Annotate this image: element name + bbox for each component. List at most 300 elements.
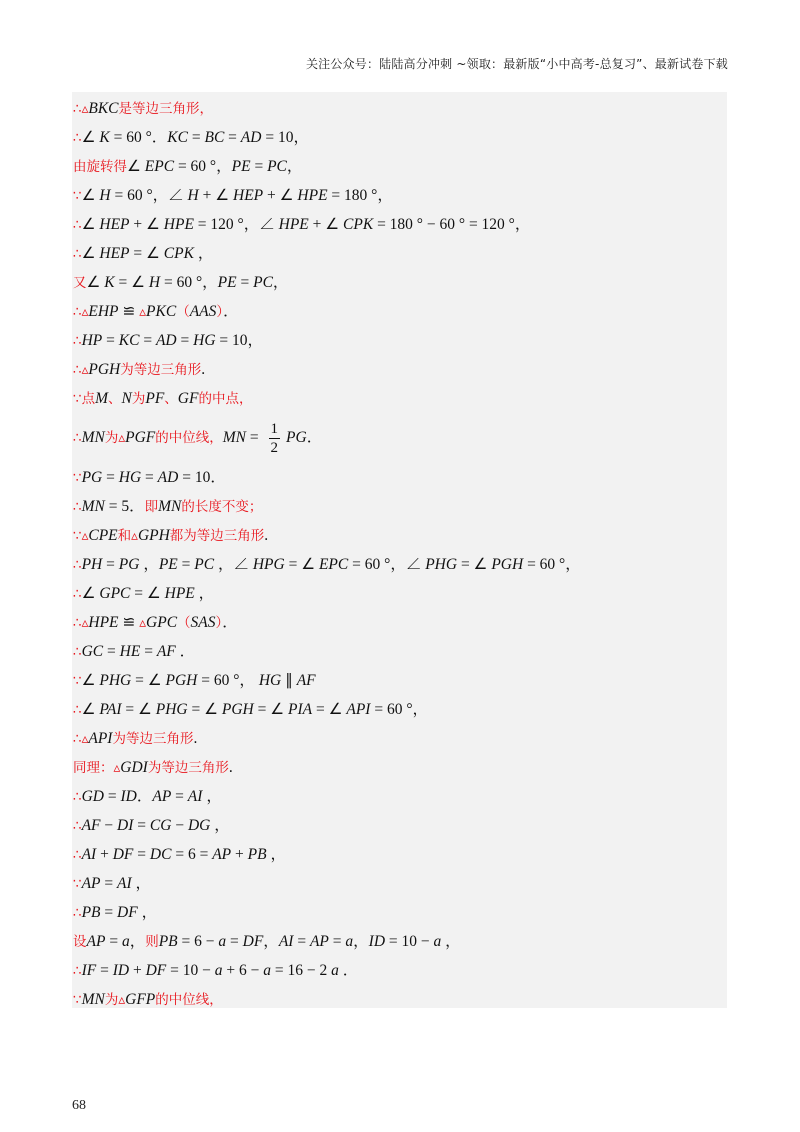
math-text: ． <box>223 303 239 320</box>
fraction-denominator: 2 <box>270 439 279 456</box>
math-text: = 60 °，∠ <box>348 556 426 573</box>
red-text: ▵ <box>81 615 89 631</box>
math-variable: PC <box>194 556 215 573</box>
red-text: ∵ <box>73 528 82 544</box>
math-text: = <box>226 933 243 950</box>
math-variable: MN <box>81 498 105 515</box>
math-text: ， <box>137 904 158 921</box>
solution-line <box>72 753 727 782</box>
math-variable: HG <box>193 332 216 349</box>
math-text: − <box>171 817 188 834</box>
red-text: 即 <box>144 499 159 515</box>
math-text: ， <box>139 556 159 573</box>
math-variable: GF <box>177 390 199 407</box>
math-text: ， <box>263 933 279 950</box>
solution-line <box>72 956 727 985</box>
solution-line <box>72 521 727 550</box>
math-text: = <box>236 274 254 291</box>
math-variable: PE <box>217 274 237 291</box>
solution-line <box>72 152 727 181</box>
red-text: ∵ <box>73 470 82 486</box>
math-text: = <box>293 933 310 950</box>
solution-line <box>72 637 727 666</box>
red-text: ∴ <box>73 586 82 602</box>
math-variable: IF <box>81 962 97 979</box>
red-text: 设 <box>73 934 87 950</box>
solution-line <box>72 492 727 521</box>
math-text: ∥ <box>281 672 297 689</box>
math-text: ． <box>222 614 238 631</box>
math-variable: GPH <box>137 527 170 544</box>
red-text: （ <box>177 615 191 631</box>
math-text: ∠ <box>81 216 100 233</box>
solution-line <box>72 123 727 152</box>
math-variable: K <box>104 274 115 291</box>
math-text: + ∠ <box>308 216 344 233</box>
red-text: ∵点 <box>73 391 96 407</box>
red-text: ▵ <box>118 430 126 446</box>
math-text: ， <box>129 933 146 950</box>
math-text: = <box>140 643 157 660</box>
math-variable: HPE <box>278 216 309 233</box>
math-variable: PB <box>81 904 101 921</box>
math-variable: AP <box>86 933 106 950</box>
red-text: ∴ <box>73 818 82 834</box>
math-variable: DF <box>242 933 264 950</box>
math-text: = 10 − <box>385 933 434 950</box>
red-text: ▵ <box>118 992 126 1008</box>
red-text: ∴ <box>73 101 82 117</box>
red-text: ∴ <box>73 702 82 718</box>
math-text: ， <box>131 875 152 892</box>
math-variable: AI <box>81 846 97 863</box>
math-text: ∠ <box>81 672 100 689</box>
math-variable: AD <box>157 469 179 486</box>
solution-content <box>72 92 727 1008</box>
math-text: + <box>96 846 113 863</box>
math-variable: PKC <box>146 303 177 320</box>
math-text: = <box>171 788 188 805</box>
red-text: ∵ <box>73 673 82 689</box>
solution-line <box>72 579 727 608</box>
math-variable: EPC <box>144 158 175 175</box>
math-text: . <box>193 730 198 747</box>
math-text: = 60 °，∠ <box>110 187 188 204</box>
math-text: = 10， <box>215 332 264 349</box>
math-variable: BKC <box>88 100 119 117</box>
math-text: ，∠ <box>214 556 253 573</box>
math-text: ， <box>202 788 222 805</box>
math-text: = <box>176 332 194 349</box>
math-text: = <box>102 556 119 573</box>
math-text: = 120 °，∠ <box>193 216 279 233</box>
math-variable: AI <box>187 788 203 805</box>
math-text: = <box>100 904 118 921</box>
math-variable: MN <box>81 991 105 1008</box>
math-text: = ∠ <box>312 701 347 718</box>
math-variable: PGH <box>221 701 254 718</box>
math-text: . <box>201 361 206 378</box>
red-text: ∴ <box>73 731 82 747</box>
math-variable: DG <box>187 817 211 834</box>
red-text: ∴ <box>73 333 82 349</box>
math-text: = 60 °， <box>174 158 232 175</box>
math-text: = ∠ <box>130 585 165 602</box>
math-variable: a <box>263 962 271 979</box>
math-variable: CG <box>149 817 172 834</box>
math-text: + <box>231 846 248 863</box>
math-variable: ID <box>368 933 386 950</box>
math-text: ， <box>266 846 286 863</box>
math-text: = <box>102 332 119 349</box>
math-text: = 180 ° − 60 ° = 120 °， <box>373 216 531 233</box>
solution-line <box>72 811 727 840</box>
solution-line <box>72 869 727 898</box>
page-number: 68 <box>72 1098 86 1113</box>
math-variable: PAI <box>99 701 122 718</box>
math-text: ∠ <box>81 585 100 602</box>
math-variable: KC <box>167 129 188 146</box>
math-variable: PH <box>81 556 103 573</box>
math-text: + 6 − <box>222 962 264 979</box>
math-text: ≌ <box>118 614 140 631</box>
math-text: = <box>328 933 346 950</box>
red-text: 都为等边三角形 <box>169 528 265 544</box>
math-variable: GC <box>81 643 104 660</box>
math-text: = 60 °， <box>160 274 218 291</box>
red-text: 为等边三角形 <box>112 731 194 747</box>
math-variable: CPE <box>88 527 118 544</box>
math-variable: GFP <box>125 991 156 1008</box>
math-variable: AP <box>309 933 329 950</box>
red-text: ∴ <box>73 557 82 573</box>
red-text: ∴ <box>73 246 82 262</box>
math-variable: CPK <box>343 216 374 233</box>
red-text: ） <box>215 615 223 631</box>
page-header: 关注公众号：陆陆高分冲刺 ~领取：最新版“小中高考-总复习”、最新试卷下载 <box>305 57 728 71</box>
fraction-numerator: 1 <box>270 420 279 437</box>
math-text: = 60 °， <box>197 672 259 689</box>
math-text: = 10， <box>261 129 309 146</box>
math-text: = 6 = <box>171 846 213 863</box>
math-variable: PC <box>253 274 273 291</box>
math-variable: PE <box>158 556 178 573</box>
math-variable: AAS <box>189 303 217 320</box>
math-text: ≌ <box>118 303 140 320</box>
solution-line <box>72 927 727 956</box>
math-variable: GD <box>81 788 104 805</box>
math-variable: HEP <box>99 216 130 233</box>
math-variable: M <box>95 390 109 407</box>
math-variable: HG <box>118 469 142 486</box>
math-variable: MN <box>81 429 105 446</box>
math-text: = <box>102 469 119 486</box>
red-text: ▵ <box>81 528 89 544</box>
math-variable: DF <box>112 846 134 863</box>
red-text: ∴ <box>73 963 82 979</box>
math-text: = <box>187 129 205 146</box>
solution-line <box>72 384 727 413</box>
red-text: ∴ <box>73 615 82 631</box>
math-variable: ID <box>120 788 137 805</box>
solution-line <box>72 181 727 210</box>
red-text: ∵ <box>73 876 82 892</box>
red-text: ∴ <box>73 789 82 805</box>
math-variable: HPE <box>88 614 119 631</box>
math-text: = <box>105 933 122 950</box>
math-variable: PIA <box>288 701 313 718</box>
math-variable: HPE <box>297 187 328 204</box>
math-text: = ∠ <box>131 672 166 689</box>
math-variable: HE <box>119 643 141 660</box>
red-text: ） <box>216 304 224 320</box>
math-text: ， <box>193 245 214 262</box>
math-text: = 60 °， <box>523 556 581 573</box>
solution-line <box>72 210 727 239</box>
math-variable: GPC <box>99 585 131 602</box>
math-variable: PF <box>145 390 165 407</box>
solution-line <box>72 297 727 326</box>
red-text: ▵ <box>131 528 138 544</box>
math-variable: PE <box>231 158 251 175</box>
math-variable: DC <box>149 846 172 863</box>
math-text: ∠ <box>81 129 100 146</box>
red-text: 由旋转得 <box>73 159 127 175</box>
red-text: 为 <box>131 391 146 407</box>
math-text: = ∠ <box>114 274 149 291</box>
solution-line <box>72 840 727 869</box>
red-text: ∴ <box>73 130 82 146</box>
red-text: ∴ <box>73 499 82 515</box>
math-variable: MN <box>222 429 247 446</box>
solution-line <box>72 94 727 123</box>
math-variable: a <box>433 933 442 950</box>
red-text: ∵ <box>73 992 82 1008</box>
math-variable: PGH <box>491 556 524 573</box>
math-text: ∠ <box>81 187 100 204</box>
solution-line <box>72 898 727 927</box>
math-variable: API <box>88 730 113 747</box>
math-variable: SAS <box>190 614 216 631</box>
math-text: + ∠ <box>263 187 298 204</box>
red-text: ▵ <box>81 731 89 747</box>
math-text: ． <box>175 643 196 660</box>
math-text: = 5． <box>104 498 145 515</box>
math-variable: MN <box>158 498 182 515</box>
red-text: 和 <box>117 528 132 544</box>
math-variable: PB <box>158 933 178 950</box>
math-text: = 60 °， <box>370 701 429 718</box>
math-variable: DF <box>145 962 167 979</box>
red-text: ▵ <box>139 304 147 320</box>
math-variable: AI <box>278 933 294 950</box>
math-text: = ∠ <box>121 701 156 718</box>
red-text: ∴ <box>73 430 82 446</box>
math-text: = 60 °． <box>109 129 168 146</box>
math-variable: AI <box>117 875 132 892</box>
math-variable: a <box>121 933 130 950</box>
math-text: = <box>224 129 241 146</box>
math-variable: GDI <box>120 759 148 776</box>
math-text: + <box>129 962 146 979</box>
math-variable: PHG <box>155 701 188 718</box>
math-text: ． <box>136 788 153 805</box>
math-text: ， <box>353 933 369 950</box>
red-text: ∴ <box>73 847 82 863</box>
solution-line <box>72 985 727 1014</box>
math-variable: PC <box>267 158 287 175</box>
red-text: 同理： <box>73 760 114 776</box>
math-text: = <box>177 556 195 573</box>
solution-line <box>72 550 727 579</box>
fraction <box>269 420 281 457</box>
math-text: = ∠ <box>129 245 164 262</box>
math-variable: API <box>346 701 371 718</box>
math-text: = ∠ <box>457 556 492 573</box>
math-variable: a <box>345 933 354 950</box>
red-text: ▵ <box>139 615 147 631</box>
math-text: = ∠ <box>284 556 319 573</box>
math-variable: HEP <box>233 187 264 204</box>
math-variable: AP <box>152 788 172 805</box>
math-text: ∠ <box>86 274 105 291</box>
math-text: = ∠ <box>187 701 222 718</box>
math-text: = 10． <box>178 469 226 486</box>
math-variable: HPE <box>163 216 194 233</box>
solution-line <box>72 724 727 753</box>
math-variable: AP <box>212 846 232 863</box>
math-variable: CPK <box>163 245 194 262</box>
math-variable: AP <box>81 875 101 892</box>
math-variable: GPC <box>146 614 178 631</box>
math-text: ． <box>338 962 359 979</box>
red-text: 为等边三角形 <box>120 362 202 378</box>
red-text: 、 <box>108 391 122 407</box>
math-variable: H <box>187 187 199 204</box>
red-text: ∴ <box>73 905 82 921</box>
math-variable: AD <box>240 129 262 146</box>
red-text: 为 <box>104 430 119 446</box>
math-text: = <box>133 817 150 834</box>
solution-line <box>72 463 727 492</box>
math-variable: BC <box>204 129 225 146</box>
solution-line <box>72 782 727 811</box>
math-text: = <box>139 332 156 349</box>
red-text: 的中点， <box>198 391 253 407</box>
red-text: ∴ <box>73 304 82 320</box>
math-variable: EHP <box>88 303 119 320</box>
math-text: = <box>133 846 150 863</box>
math-text: + ∠ <box>129 216 164 233</box>
red-text: 是等边三角形， <box>118 101 214 117</box>
red-text: 的中位线， <box>155 430 223 446</box>
math-variable: DI <box>117 817 134 834</box>
math-text: = 180 °， <box>327 187 393 204</box>
math-variable: ID <box>112 962 130 979</box>
math-variable: N <box>121 390 132 407</box>
math-variable: a <box>214 962 223 979</box>
math-text: ， <box>286 158 303 175</box>
math-text: = ∠ <box>253 701 288 718</box>
red-text: 为 <box>104 992 119 1008</box>
math-variable: DF <box>117 904 138 921</box>
red-text: 的长度不变； <box>181 499 263 515</box>
solution-line <box>72 666 727 695</box>
math-variable: K <box>99 129 110 146</box>
solution-line <box>72 239 727 268</box>
math-variable: AF <box>81 817 101 834</box>
math-text: ， <box>441 933 461 950</box>
math-variable: PHG <box>425 556 458 573</box>
math-text: ∠ <box>127 158 145 175</box>
math-variable: AD <box>155 332 177 349</box>
math-text: = <box>103 788 121 805</box>
math-variable: H <box>99 187 111 204</box>
math-text: − <box>100 817 118 834</box>
math-text: = <box>96 962 113 979</box>
solution-line <box>72 355 727 384</box>
red-text: 、 <box>164 391 178 407</box>
solution-line <box>72 326 727 355</box>
math-text: ， <box>194 585 215 602</box>
math-variable: PB <box>247 846 267 863</box>
math-variable: PG <box>286 429 307 446</box>
red-text: 的中位线， <box>155 992 223 1008</box>
math-text: = <box>103 643 120 660</box>
math-variable: PGH <box>88 361 121 378</box>
solution-line <box>72 268 727 297</box>
red-text: ▵ <box>81 101 89 117</box>
math-variable: H <box>148 274 161 291</box>
math-text: = <box>250 158 268 175</box>
math-variable: AF <box>156 643 176 660</box>
math-variable: HG <box>258 672 282 689</box>
red-text: ∴ <box>73 362 82 378</box>
red-text: 又 <box>73 275 87 291</box>
red-text: 为等边三角形 <box>147 760 229 776</box>
math-text: ， <box>272 274 289 291</box>
red-text: ∴ <box>73 644 82 660</box>
math-variable: HEP <box>99 245 130 262</box>
math-text: = <box>100 875 118 892</box>
red-text: ∵ <box>73 188 82 204</box>
red-text: 则 <box>145 934 159 950</box>
math-variable: PG <box>81 469 103 486</box>
math-variable: a <box>331 962 339 979</box>
math-variable: EPC <box>318 556 349 573</box>
math-text: = 16 − 2 <box>270 962 332 979</box>
red-text: ▵ <box>81 362 89 378</box>
math-text: ， <box>210 817 230 834</box>
solution-line <box>72 608 727 637</box>
math-variable: KC <box>118 332 140 349</box>
red-text: ▵ <box>81 304 89 320</box>
math-text: = 10 − <box>166 962 215 979</box>
math-variable: HPG <box>252 556 285 573</box>
math-variable: PGF <box>125 429 156 446</box>
math-variable: HPE <box>164 585 195 602</box>
math-variable: HP <box>81 332 103 349</box>
math-variable: PHG <box>99 672 132 689</box>
math-text: + ∠ <box>198 187 233 204</box>
math-text: ． <box>306 429 323 446</box>
math-variable: PG <box>118 556 140 573</box>
math-text: ∠ <box>81 245 100 262</box>
math-variable: PGH <box>165 672 198 689</box>
math-text: ∠ <box>81 701 100 718</box>
math-text: . <box>264 527 269 544</box>
red-text: ∴ <box>73 217 82 233</box>
